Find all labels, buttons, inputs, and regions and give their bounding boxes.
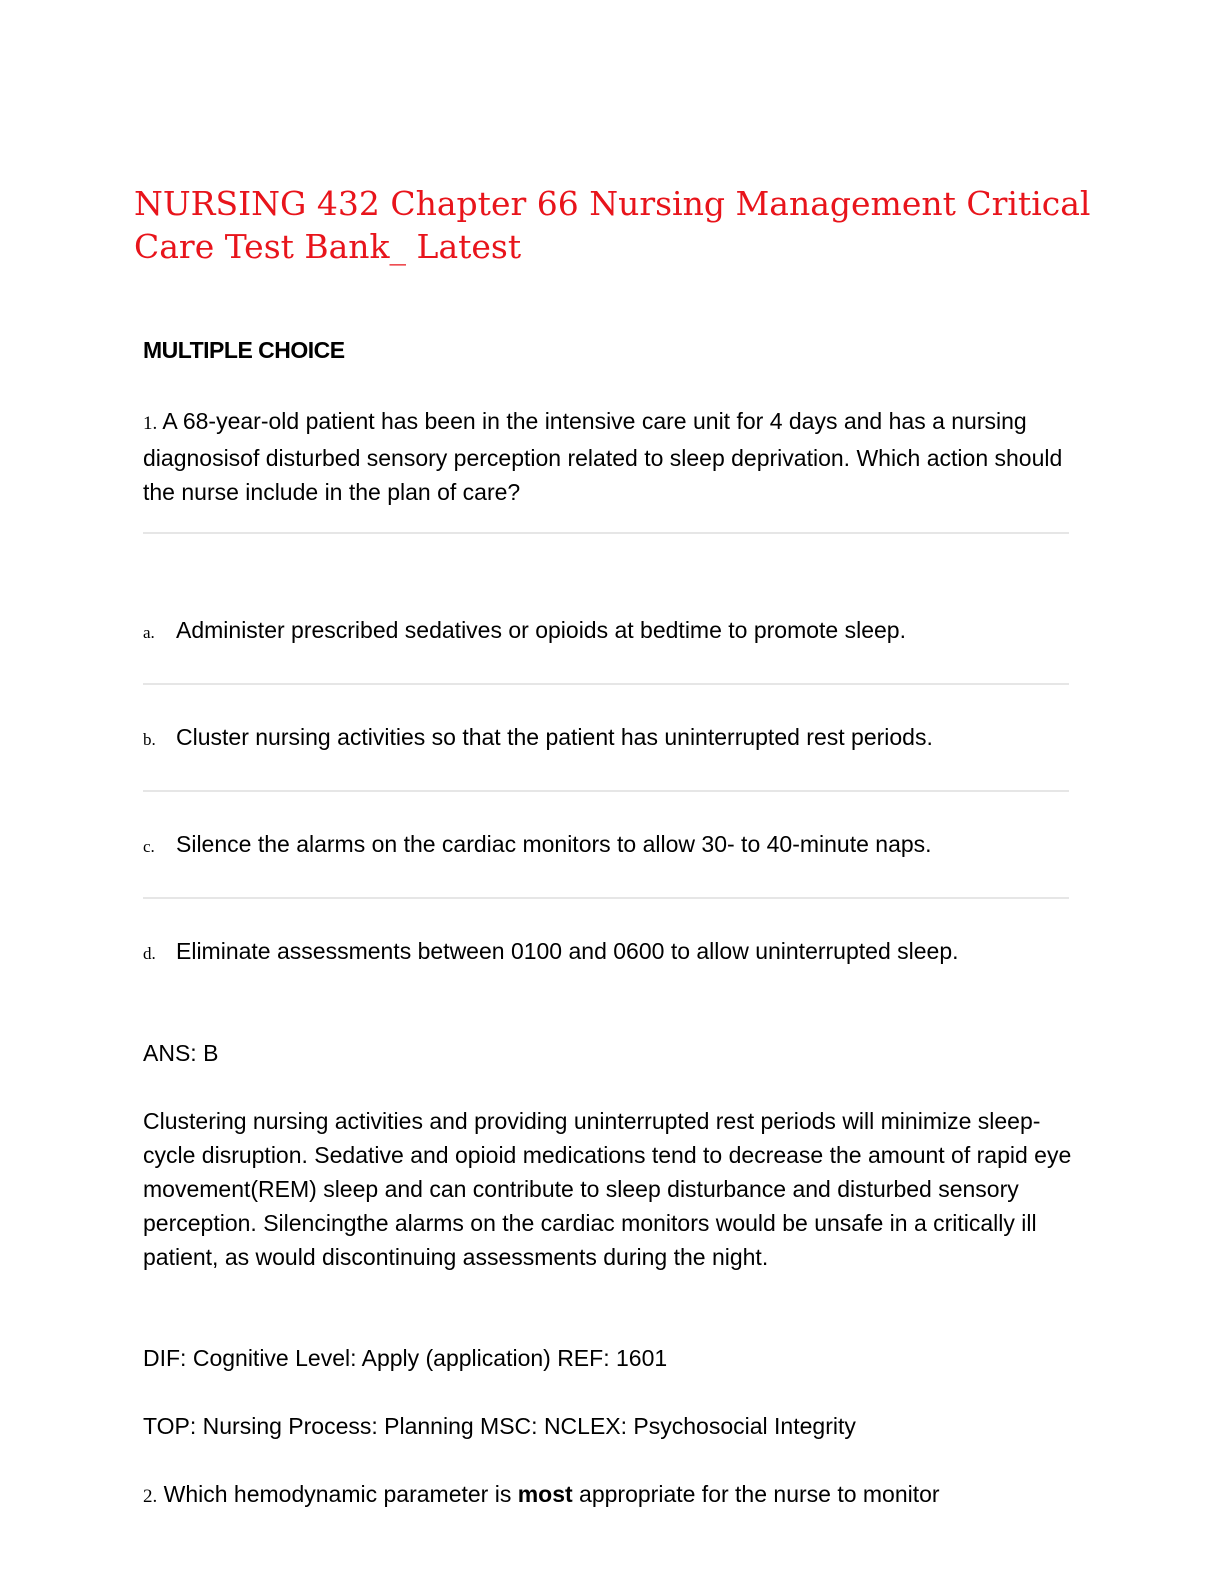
question-text-end: appropriate for the nurse to monitor: [572, 1481, 940, 1507]
rationale-paragraph: Clustering nursing activities and providing uninterrupted rest periods will minimize sleep-cycle disruption. Sedative and opioid medications tend to decrease the amount of rapid eye movement(REM) sleep and can contribute to sleep disturbance and disturbed sensory perception. Silencingthe alarms on the cardiac monitors would be unsafe in a critically ill patient, as would discontinuing assessments during the night.: [143, 1108, 1072, 1270]
option-c: [143, 827, 1083, 864]
topic-msc: TOP: Nursing Process: Planning MSC: NCLEX: Psychosocial Integrity: [143, 1413, 856, 1439]
document-title: NURSING 432 Chapter 66 Nursing Management Critical Care Test Bank_ Latest: [134, 184, 1091, 266]
option-letter: a.: [143, 623, 155, 642]
answer-line: ANS: B: [143, 1040, 219, 1066]
question-number: 1.: [143, 413, 158, 434]
divider: [143, 683, 1069, 685]
option-d: [143, 934, 1083, 971]
divider: [143, 897, 1069, 899]
question-text-emphasis: most: [517, 1481, 573, 1507]
option-text: Cluster nursing activities so that the patient has uninterrupted rest periods.: [176, 724, 933, 750]
question-text: A 68-year-old patient has been in the intensive care unit for 4 days and has a nursing diagnosisof disturbed sensory perception related to sleep deprivation. Which action should the nurse include in the plan of care?: [143, 408, 1063, 505]
divider: [143, 532, 1069, 534]
question-2: [143, 1477, 1083, 1514]
option-text: Silence the alarms on the cardiac monitors to allow 30- to 40-minute naps.: [176, 831, 932, 857]
difficulty-reference: DIF: Cognitive Level: Apply (application) REF: 1601: [143, 1345, 668, 1371]
option-a: [143, 613, 1083, 650]
option-letter: c.: [143, 837, 155, 856]
option-text: Eliminate assessments between 0100 and 0600 to allow uninterrupted sleep.: [176, 938, 959, 964]
option-b: [143, 720, 1083, 757]
question-text-start: Which hemodynamic parameter is: [163, 1481, 518, 1507]
option-letter: b.: [143, 730, 156, 749]
question-number: 2.: [143, 1486, 158, 1507]
option-letter: d.: [143, 944, 156, 963]
option-text: Administer prescribed sedatives or opioids at bedtime to promote sleep.: [176, 617, 906, 643]
section-heading: MULTIPLE CHOICE: [143, 337, 345, 363]
divider: [143, 790, 1069, 792]
question-1: [143, 404, 1083, 509]
